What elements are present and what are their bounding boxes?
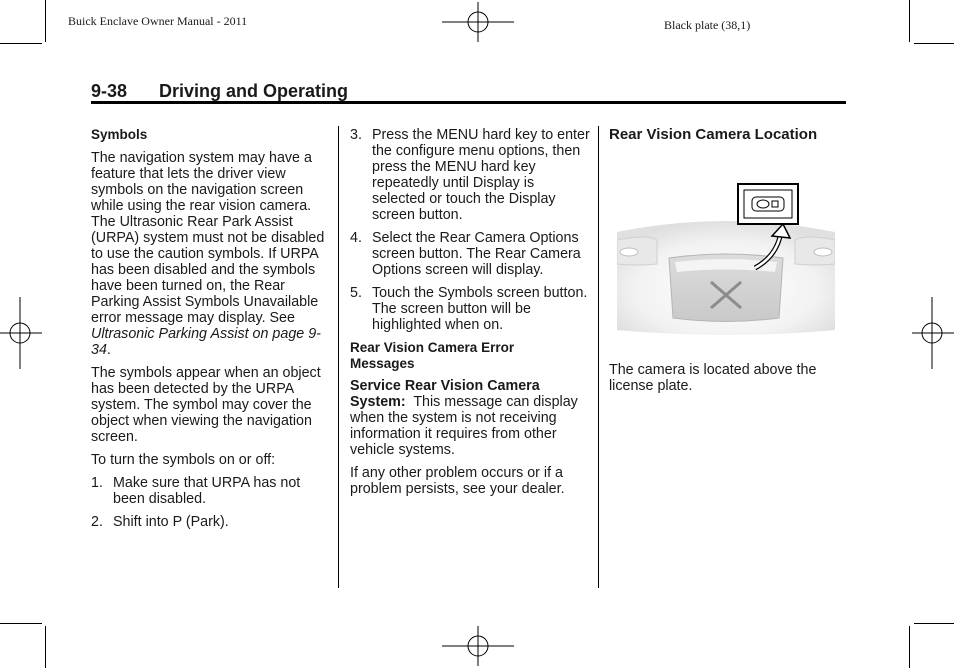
- error-messages-heading: Rear Vision Camera Error Messages: [350, 340, 515, 371]
- column-3: [609, 127, 849, 149]
- list-item: [350, 127, 590, 223]
- paragraph-text: The navigation system may have a feature that lets the driver view symbols on the navigation screen while using the rear vision camera. The Ultrasonic Rear Park Assist (URPA) system must not be disabled to use the caution symbols. If URPA has been disabled and the symbols have been turned on, the Rear Parking Assist Symbols Unavailable error message may display. See: [91, 150, 325, 326]
- crop-mark: [914, 43, 954, 44]
- steps-list: [350, 127, 590, 333]
- crop-mark: [45, 0, 46, 42]
- step-number: 2.: [91, 514, 103, 530]
- column-2: [350, 127, 590, 504]
- cross-reference-link[interactable]: Ultrasonic Parking Assist on page 9-34: [91, 326, 321, 358]
- crop-mark: [0, 623, 42, 624]
- list-item: [350, 230, 590, 278]
- step-number: 4.: [350, 230, 362, 246]
- paragraph: To turn the symbols on or off:: [91, 452, 276, 468]
- step-number: 5.: [350, 285, 362, 301]
- column-1: [91, 127, 331, 537]
- list-item: [91, 514, 331, 530]
- message-label: Service Rear Vision Camera System:: [350, 378, 540, 410]
- column-divider: [338, 126, 339, 588]
- registration-bottom-icon: [442, 626, 514, 666]
- plate-label: Black plate (38,1): [664, 18, 751, 32]
- step-number: 1.: [91, 475, 103, 491]
- section-rule: [91, 101, 846, 104]
- section-title: Driving and Operating: [159, 81, 349, 101]
- page-number: 9-38: [91, 81, 128, 101]
- manual-title: Buick Enclave Owner Manual - 2011: [68, 14, 248, 28]
- column-divider: [598, 126, 599, 588]
- crop-mark: [909, 0, 910, 42]
- symbols-heading: Symbols: [91, 127, 148, 142]
- step-number: 3.: [350, 127, 362, 143]
- registration-right-icon: [912, 297, 954, 369]
- list-item: [350, 285, 590, 333]
- crop-mark: [45, 626, 46, 668]
- step-text: Make sure that URPA has not been disabled.: [113, 475, 301, 507]
- paragraph-end: .: [106, 342, 111, 358]
- step-text: Press the MENU hard key to enter the configure menu options, then press the MENU hard key repeatedly until Display is selected or touch the Display screen button.: [372, 127, 590, 223]
- paragraph: If any other problem occurs or if a problem persists, see your dealer.: [350, 465, 565, 497]
- rear-camera-location-illustration-icon: [617, 180, 835, 338]
- column-3-caption: [609, 362, 839, 401]
- crop-mark: [909, 626, 910, 668]
- message-text: This message can display when the system is not receiving information it requires from other vehicle systems.: [350, 394, 578, 458]
- list-item: [91, 475, 331, 507]
- step-text: Shift into P (Park).: [113, 514, 229, 530]
- paragraph: The symbols appear when an object has been detected by the URPA system. The symbol may cover the object when viewing the navigation screen.: [91, 365, 321, 445]
- registration-top-icon: [442, 2, 514, 42]
- steps-list: [91, 475, 331, 530]
- camera-caption: The camera is located above the license plate.: [609, 362, 817, 394]
- registration-left-icon: [0, 297, 42, 369]
- crop-mark: [0, 43, 42, 44]
- crop-mark: [914, 623, 954, 624]
- paragraph: [350, 378, 590, 458]
- step-text: Touch the Symbols screen button. The screen button will be highlighted when on.: [372, 285, 588, 333]
- camera-location-heading: Rear Vision Camera Location: [609, 126, 818, 143]
- step-text: Select the Rear Camera Options screen button. The Rear Camera Options screen will display.: [372, 230, 581, 278]
- paragraph: [91, 150, 331, 358]
